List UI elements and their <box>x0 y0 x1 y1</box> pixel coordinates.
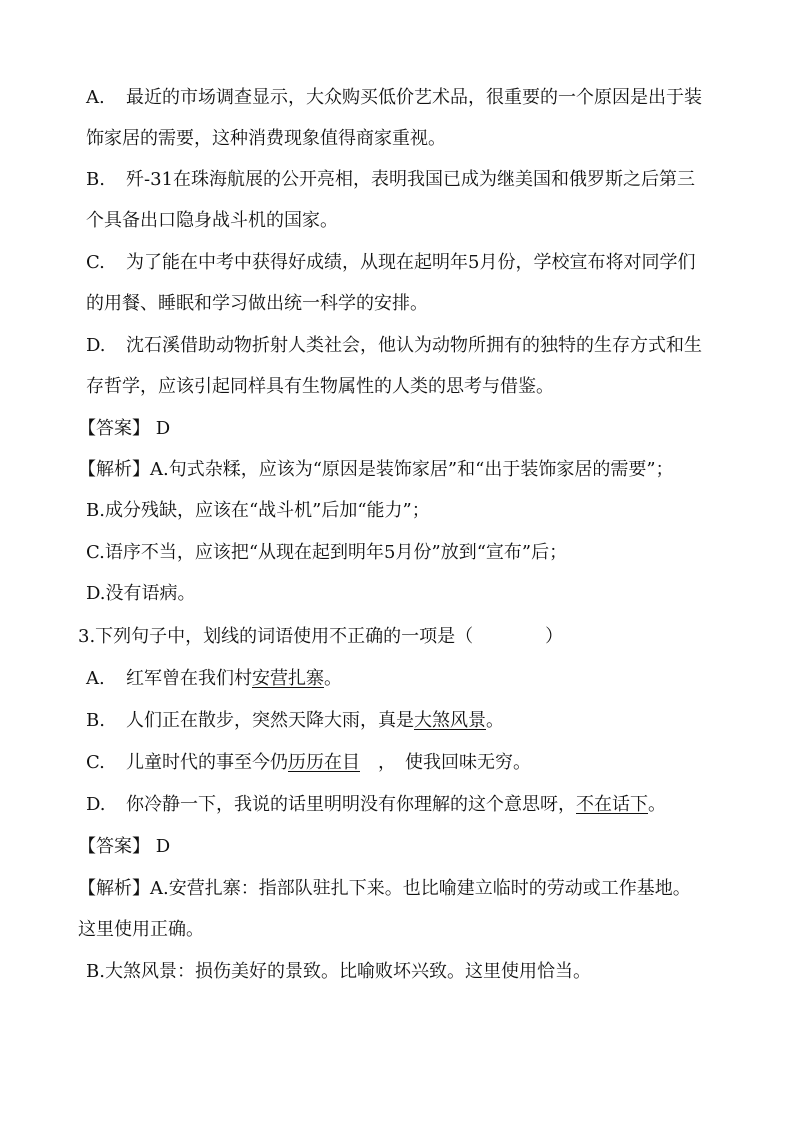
option-letter: B. <box>86 710 105 731</box>
underlined-term: 大煞风景 <box>414 710 486 731</box>
option-text: 儿童时代的事至今仍 <box>126 752 288 773</box>
q2-analysis-a: 【解析】A.句式杂糅，应该为“原因是装饰家居”和“出于装饰家居的需要”； <box>78 459 674 480</box>
q3-option-b <box>86 709 504 733</box>
q3-option-c <box>86 751 531 775</box>
option-text-end: 。 <box>648 794 666 815</box>
q3-analysis-a-line-2: 这里使用正确。 <box>78 919 204 940</box>
q2-analysis-b: B.成分残缺，应该在“战斗机”后加“能力”； <box>86 500 430 521</box>
q2-analysis-d: D.没有语病。 <box>86 583 196 604</box>
option-letter: D. <box>86 794 106 815</box>
option-text-end: 。 <box>486 710 504 731</box>
option-letter: D. <box>86 335 106 356</box>
option-text: 红军曾在我们村 <box>126 668 252 689</box>
option-letter: C. <box>86 252 105 273</box>
q3-analysis-b: B.大煞风景：损伤美好的景致。比喻败坏兴致。这里使用恰当。 <box>86 961 591 982</box>
option-letter: C. <box>86 752 105 773</box>
q2-option-a-line-2: 饰家居的需要，这种消费现象值得商家重视。 <box>86 128 446 149</box>
q2-analysis-c: C.语序不当，应该把“从现在起到明年5月份”放到“宣布”后； <box>86 542 568 563</box>
q3-analysis-a-line-1: 【解析】A.安营扎寨：指部队驻扎下来。也比喻建立临时的劳动或工作基地。 <box>78 878 691 899</box>
underlined-term: 历历在目 <box>288 752 360 773</box>
option-text: 沈石溪借助动物折射人类社会，他认为动物所拥有的独特的生存方式和生 <box>126 335 702 356</box>
option-text: 为了能在中考中获得好成绩，从现在起明年5月份，学校宣布将对同学们 <box>126 252 696 273</box>
option-text-end: 。 <box>324 668 342 689</box>
q2-option-a-line-1 <box>86 86 702 110</box>
underlined-term: 不在话下 <box>576 794 648 815</box>
q2-option-b-line-2: 个具备出口隐身战斗机的国家。 <box>86 210 338 231</box>
q3-option-a <box>86 667 342 691</box>
q3-option-d <box>86 793 666 817</box>
option-text: 人们正在散步，突然天降大雨，真是 <box>126 710 414 731</box>
q3-answer: 【答案】 D <box>78 836 171 857</box>
underlined-term: 安营扎寨 <box>252 668 324 689</box>
option-text: 歼-31在珠海航展的公开亮相，表明我国已成为继美国和俄罗斯之后第三 <box>126 169 695 190</box>
option-letter: B. <box>86 169 105 190</box>
q2-option-c-line-2: 的用餐、睡眠和学习做出统一科学的安排。 <box>86 293 428 314</box>
q2-option-c-line-1 <box>86 251 695 275</box>
option-text: 你冷静一下，我说的话里明明没有你理解的这个意思呀， <box>126 794 576 815</box>
q2-option-b-line-1 <box>86 168 695 192</box>
option-text-end: ， 使我回味无穷。 <box>360 752 531 773</box>
q3-stem: 3.下列句子中，划线的词语使用不正确的一项是（ ） <box>78 626 564 647</box>
q2-option-d-line-1 <box>86 334 702 358</box>
option-text: 最近的市场调查显示，大众购买低价艺术品，很重要的一个原因是出于装 <box>126 87 702 108</box>
option-letter: A. <box>86 87 105 108</box>
q2-answer: 【答案】 D <box>78 418 171 439</box>
option-letter: A. <box>86 668 105 689</box>
q2-option-d-line-2: 存哲学，应该引起同样具有生物属性的人类的思考与借鉴。 <box>86 376 554 397</box>
